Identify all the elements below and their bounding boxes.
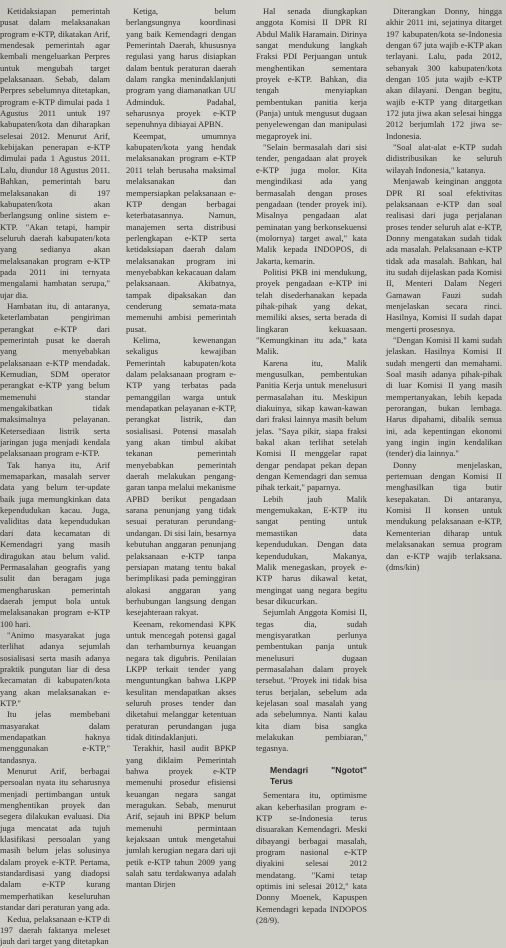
article-column-1 [0, 6, 110, 948]
paragraph: Sejumlah Anggota Komisi II, tegas dia, sudah mengisyaratkan perlunya pembentukan panja untuk menelusuri dugaan permasalahan dalam proyek tersebut. "Proyek ini tidak bisa terus berjalan, sebelum ada kejelasan soal masalah yang ada sebelumnya. Nanti kalau kita diam bisa sangka melakukan pembiaran," tegasnya. [256, 607, 367, 754]
paragraph: Ketidaksiapan pemerintah pusat dalam melaksanakan program e-KTP, dikatakan Arif, mendesak pemerintah agar kembali mengeluarkan Perpres untuk mengubah target pelaksanaan. Sebab, dalam Perpres sebelumnya ditetapkan, program e-KTP dimulai pada 1 Agustus 2011 untuk 197 kabupaten/kota dan diharapkan selesai 2012. Menurut Arif, kebijakan penerapan e-KTP dimulai pada 1 Agustus 2011. Lalu, diundur 18 Agustus 2011. Bahkan, pemerintah baru melaksanakan di 197 kabupaten/kota akan berlangsung online sistem e-KTP. "Akan tetapi, hampir seluruh daerah kabupaten/kota yang sedianya akan melaksanakan program e-KTP pada 2011 ini ternyata mengalami hambatan serupa," ujar dia. [0, 6, 110, 300]
paragraph: Sementara itu, optimisme akan keberhasilan program e-KTP se-Indonesia terus disuarakan Kemendagri. Meski dibayangi berbagai masalah, program nasional e-KTP diyakini selesai 2012 mendatang. "Kami tetap optimis ini selesai 2012," kata Donny Moenek, Kapuspen Kemendagri kepada INDOPOS (28/9). [256, 790, 367, 926]
article-column-3 [256, 6, 367, 927]
paragraph: Terakhir, hasil audit BPKP yang diklaim Pemerintah bahwa proyek e-KTP memenuhi prosedur efisiensi keuangan negara sangat meragukan. Sebab, menurut Arif, sejauh ini BPKP belum memenuhi permintaan kejaksaan untuk mengetahui jumlah kerugian negara dari uji petik e-KTP tahun 2009 yang salah satu terdakwanya adalah mantan Dirjen [126, 743, 236, 890]
paragraph: Hambatan itu, di antaranya, keterlambatan pengiriman perangkat e-KTP dari pemerintah pusat ke daerah yang menyebabkan pelaksanaan e-KTP mendadak. Kemudian, SDM operator perangkat e-KTP yang belum memenuhi standar mengakibatkan tidak maksimalnya pelayanan. Ketersediaan listrik serta jaringan juga menjadi kendala pelaksanaan program e-KTP. [0, 300, 110, 459]
paragraph: Ketiga, belum berlangsungnya koordinasi yang baik Kemendagri dengan Pemerintah Daerah, khususnya regulasi yang harus disiapkan dalam bentuk peraturan daerah dalam rangka menindaklanjuti program yang diamanatkan UU Adminduk. Padahal, seharusnya proyek e-KTP sepenuhnya dibiayai APBN. [126, 6, 236, 130]
paragraph: Tak hanya itu, Arif memaparkan, masalah server data yang belum ter-update baik juga memungkinkan data kependudukan kacau. Juga, validitas data kependudukan dari data kecamatan di Kemendagri yang masih diragukan atau belum valid. Permasalahan geografis yang sulit dan beragam juga mengharuskan pemerintah daerah jemput bola untuk melaksanakan program e-KTP 100 hari. [0, 459, 110, 629]
paragraph: Kelima, kewenangan sekaligus kewajiban Pemerintah kabupaten/kota dalam pelaksanaan program e-KTP yang terbatas pada pemanggilan warga untuk mendapatkan pelayanan e-KTP, perangkat listrik, dan sosialisasi. Potensi masalah yang akan timbul akibat tekanan pemerintah menyebabkan pemerintah daerah melakukan pengang-garan tanpa melalui mekanisme APBD berikut pengadaan sarana penunjang yang tidak sesuai peraturan perundang-undangan. Di sisi lain, besarnya kebutuhan anggaran penunjang pelaksanaan e-KTP tanpa persiapan matang tentu bakal berimplikasi pada peminggiran alokasi anggaran yang berhubungan langsung dengan kesejahteraan rakyat. [126, 334, 236, 618]
paragraph: Politisi PKB ini mendukung, proyek pengadaan e-KTP ini telah disederhanakan kepada pihak-pihak yang dekat, memiliki akses, serta berada di lingkaran kekuasaan. "Kemungkinan itu ada," kata Malik. [256, 266, 367, 357]
paragraph: "Selain bermasalah dari sisi tender, pengadaan alat proyek e-KTP juga molor. Kita mengindikasi ada yang bermasalah dengan proses pengadaan (tender proyek ini). Misalnya pengadaan alat peminatan yang berkonsekuensi (molornya) target awal," kata Malik kepada INDOPOS, di Jakarta, kemarin. [256, 142, 367, 266]
paragraph: Keenam, rekomendasi KPK untuk mencegah potensi gagal dan terhamburnya keuangan negara tak digubris. Penilaian LKPP terkait tender yang menguntungkan bahwa LKPP kesulitan mendapatkan akses seluruh proses tender dan diketahui melanggar ketentuan peraturan perundangan juga tidak ditindaklanjuti. [126, 618, 236, 742]
paragraph: Karena itu, Malik mengusulkan, pembentukan Panitia Kerja untuk menelusuri permasalahan itu. Meskipun diakuinya, sikap kawan-kawan dari fraksi lainnya masih belum jelas. "Saya pikir, siapa fraksi bakal akan terlihat setelah Komisi II menggelar rapat dengar pendapat pekan depan dengan Kemendagri dan semua pihak terkait," paparnya. [256, 357, 367, 493]
paragraph: "Dengan Komisi II kami sudah jelaskan. Hasilnya Komisi II sudah mengerti dan memahami. Soal masih adanya pihak-pihak di luar Komisi II yang masih mempertanyakan, lebih kepada perorangan, bukan lembaga. Harus dipahami, dibalik semua ini, ada kepentingan ekonomi yang ingin ingin kendalikan (tender) dia lainnya." [386, 334, 502, 459]
paragraph: Menjawab keinginan anggota DPR RI soal efektivitas pelaksanaan e-KTP dan soal realisasi dari juga perjalanan proses tender seluruh alat e-KTP, Donny mengatakan sudah tidak ada masalah. Pelaksanaan e-KTP tidak ada masalah. Bahkan, hal itu sudah dijelaskan pada Komisi II, Menteri Dalam Negeri Gamawan Fauzi sudah menjelaskan secara rinci. Hasilnya, Komisi II sudah dapat mengerti prosesnya. [386, 176, 502, 334]
paragraph: Diterangkan Donny, hingga akhir 2011 ini, sejatinya ditarget 197 kabupaten/kota se-Indonesia dengan 67 juta wajib e-KTP akan terlayani. Lalu, pada 2012, sebanyak 300 kabupaten/kota dengan 105 juta wajib e-KTP akan dilayani. Dengan begitu, wajib e-KTP yang ditargetkan 172 juta jiwa akan selesai hingga 2012 berjumlah 172 jiwa se-Indonesia. [386, 6, 502, 141]
paragraph: Keempat, umumnya kabupaten/kota yang hendak melaksanakan program e-KTP 2011 telah berusaha maksimal melaksanakan dan mempersiapkan pelaksanaan e-KTP dengan berbagai keterbatasannya. Namun, manajemen serta distribusi perlengkapan e-KTP serta ketidaksiapan daerah dalam melaksanakan program ini menyebabkan kekacauan dalam pelaksanaan. Akibatnya, tampak dipaksakan dan cenderung semata-mata memenuhi ambisi pemerintah pusat. [126, 130, 236, 334]
paragraph: Itu jelas membebani masyarakat dalam mendapatkan haknya menggunakan e-KTP," tandasnya. [0, 709, 110, 765]
paragraph: Hal senada diungkapkan anggota Komisi II DPR RI Abdul Malik Haramain. Dirinya sangat mendukung langkah Fraksi PDI Perjuangan untuk menghentikan sementara proyek e-KTP. Bahkan, dia tengah menyiapkan pembentukan panitia kerja (Panja) untuk mengusut dugaan penyelewengan dan manipulasi megaproyek ini. [256, 6, 367, 141]
paragraph: Menurut Arif, berbagai persoalan nyata itu seharusnya menjadi pertimbangan untuk menghentikan proyek dan segera dilakukan evaluasi. Dia juga mencatat ada tujuh klasifikasi persoalan yang masih belum jelas solusinya dalam proyek e-KTP. Pertama, standardisasi yang diadopsi dalam e-KTP kurang memperhatikan keseluruhan standar dari peraturan yang ada. [0, 766, 110, 913]
section-subheading: Mendagri "Ngotot" Terus [270, 764, 367, 787]
paragraph: Donny menjelaskan, pertemuan dengan Komisi II menghasilkan tiga butir kesepakatan. Di antaranya, Komisi II konsen untuk mendukung pelaksanaan e-KTP, Kementerian diharap untuk melaksanakan semua program dan e-KTP wajib terlaksana. (dms/kin) [386, 459, 502, 572]
paragraph: "Soal alat-alat e-KTP sudah didistribusikan ke seluruh wilayah Indonesia," katanya. [386, 142, 502, 175]
paragraph: Lebih jauh Malik mengemukakan, E-KTP itu sangat penting untuk memastikan data kependudukan. Dengan data kependudukan, Makanya, Malik menegaskan, proyek e-KTP harus dikawal ketat, mengingat uang negara begitu besar dikucurkan. [256, 493, 367, 606]
article-column-2 [126, 6, 236, 891]
paragraph: "Animo masyarakat juga terlihat adanya sejumlah sosialisasi serta masih adanya praktik pungutan liar di desa kecamatan di kabupaten/kota yang akan melaksanakan e-KTP." [0, 629, 110, 708]
paragraph: Kedua, pelaksanaan e-KTP di 197 daerah faktanya meleset jauh dari target yang ditetapkan [0, 913, 110, 947]
article-column-4 [386, 6, 502, 573]
